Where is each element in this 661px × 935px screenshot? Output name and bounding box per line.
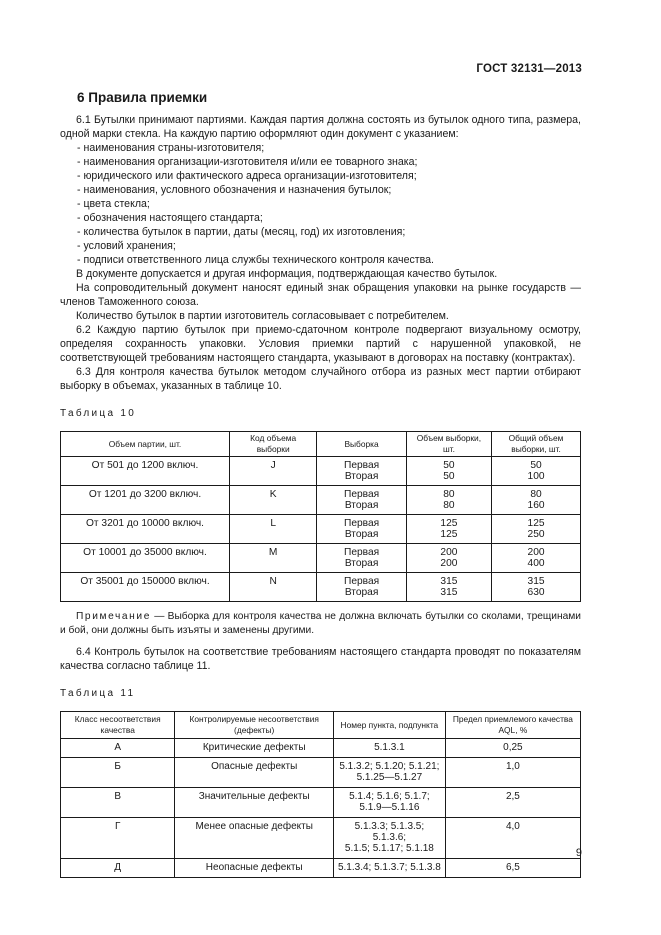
table-11 <box>60 711 581 878</box>
sample-code-cell: M <box>230 544 317 573</box>
total-size-cell: 125 250 <box>492 515 581 544</box>
class-cell: Г <box>61 818 175 859</box>
paragraph-6-3: 6.3 Для контроля качества бутылок методом случайного отбора из разных мест партии отбирают выборку в объемах, указанных в таблице 10. <box>60 366 581 392</box>
class-cell: А <box>61 739 175 758</box>
list-item: - наименования организации-изготовителя и/или ее товарного знака; <box>77 156 418 168</box>
defect-cell: Менее опасные дефекты <box>175 818 334 859</box>
lot-size-cell: От 1201 до 3200 включ. <box>61 486 230 515</box>
class-cell: Б <box>61 758 175 788</box>
sample-size-cell: 315 315 <box>406 573 491 602</box>
table-header-row <box>61 712 581 739</box>
defect-cell: Критические дефекты <box>175 739 334 758</box>
total-size-cell: 315 630 <box>492 573 581 602</box>
lot-size-cell: От 35001 до 150000 включ. <box>61 573 230 602</box>
note-label: Примечание <box>76 611 151 622</box>
total-size-cell: 50 100 <box>492 457 581 486</box>
clause-cell: 5.1.3.4; 5.1.3.7; 5.1.3.8 <box>333 859 445 878</box>
class-cell: В <box>61 788 175 818</box>
list-item: - наименования страны-изготовителя; <box>77 142 265 154</box>
sample-cell: Первая Вторая <box>317 515 406 544</box>
table-row <box>61 758 581 788</box>
column-header: Общий объем выборки, шт. <box>492 432 581 457</box>
sample-cell: Первая Вторая <box>317 486 406 515</box>
column-header: Объем выборки, шт. <box>406 432 491 457</box>
column-header: Класс несоответствия качества <box>61 712 175 739</box>
page-content <box>60 90 581 878</box>
defect-cell: Значительные дефекты <box>175 788 334 818</box>
clause-cell: 5.1.4; 5.1.6; 5.1.7; 5.1.9—5.1.16 <box>333 788 445 818</box>
table-header-row <box>61 432 581 457</box>
note-text: — Выборка для контроля качества не должна включать бутылки со сколами, трещинами и бой, они должны быть изъяты и заменены другими. <box>60 611 581 636</box>
aql-cell: 2,5 <box>445 788 580 818</box>
sample-size-cell: 125 125 <box>406 515 491 544</box>
total-size-cell: 80 160 <box>492 486 581 515</box>
paragraph: На сопроводительный документ наносят единый знак обращения упаковки на рынке государств — членов Таможенного союза. <box>60 282 581 308</box>
paragraph-6-2: 6.2 Каждую партию бутылок при приемо-сдаточном контроле подвергают визуальному осмотру, определяя сохранность упаковки. Условия приемки партий с нарушенной упаковкой, не соответствующей требованиям настоящего стандарта, указывают в договорах на поставку (контрактах). <box>60 324 581 364</box>
list-item: - цвета стекла; <box>77 198 150 210</box>
table-10-note <box>60 610 581 637</box>
sample-code-cell: K <box>230 486 317 515</box>
lot-size-cell: От 501 до 1200 включ. <box>61 457 230 486</box>
table-row <box>61 788 581 818</box>
defect-cell: Опасные дефекты <box>175 758 334 788</box>
clause-cell: 5.1.3.3; 5.1.3.5; 5.1.3.6; 5.1.5; 5.1.17; 5.1.18 <box>333 818 445 859</box>
sample-size-cell: 50 50 <box>406 457 491 486</box>
column-header: Выборка <box>317 432 406 457</box>
table-10 <box>60 431 581 602</box>
standard-designation: ГОСТ 32131—2013 <box>476 63 582 75</box>
page-number: 9 <box>575 847 582 859</box>
paragraph: В документе допускается и другая информация, подтверждающая качество бутылок. <box>76 268 498 280</box>
sample-cell: Первая Вторая <box>317 544 406 573</box>
sample-code-cell: L <box>230 515 317 544</box>
aql-cell: 4,0 <box>445 818 580 859</box>
lot-size-cell: От 3201 до 10000 включ. <box>61 515 230 544</box>
aql-cell: 1,0 <box>445 758 580 788</box>
sample-size-cell: 80 80 <box>406 486 491 515</box>
column-header: Объем партии, шт. <box>61 432 230 457</box>
table-11-caption: Таблица 11 <box>60 688 136 699</box>
column-header: Номер пункта, подпункта <box>333 712 445 739</box>
table-row <box>61 544 581 573</box>
lot-size-cell: От 10001 до 35000 включ. <box>61 544 230 573</box>
clause-cell: 5.1.3.1 <box>333 739 445 758</box>
sample-code-cell: N <box>230 573 317 602</box>
table-row <box>61 573 581 602</box>
list-item: - юридического или фактического адреса организации-изготовителя; <box>77 170 417 182</box>
column-header: Код объема выборки <box>230 432 317 457</box>
sample-code-cell: J <box>230 457 317 486</box>
table-row <box>61 457 581 486</box>
column-header: Контролируемые несоответствия (дефекты) <box>175 712 334 739</box>
list-item: - подписи ответственного лица службы технического контроля качества. <box>77 254 434 266</box>
total-size-cell: 200 400 <box>492 544 581 573</box>
class-cell: Д <box>61 859 175 878</box>
aql-cell: 6,5 <box>445 859 580 878</box>
aql-cell: 0,25 <box>445 739 580 758</box>
paragraph-6-1: 6.1 Бутылки принимают партиями. Каждая партия должна состоять из бутылок одного типа, размера, одной марки стекла. На каждую партию оформляют один документ с указанием: <box>60 114 581 140</box>
sample-cell: Первая Вторая <box>317 457 406 486</box>
table-row <box>61 818 581 859</box>
clause-cell: 5.1.3.2; 5.1.20; 5.1.21; 5.1.25—5.1.27 <box>333 758 445 788</box>
list-item: - обозначения настоящего стандарта; <box>77 212 263 224</box>
list-item: - количества бутылок в партии, даты (месяц, год) их изготовления; <box>77 226 406 238</box>
section-title: 6 Правила приемки <box>77 90 208 105</box>
sample-cell: Первая Вторая <box>317 573 406 602</box>
table-row <box>61 739 581 758</box>
table-10-caption: Таблица 10 <box>60 408 137 419</box>
list-item: - наименования, условного обозначения и назначения бутылок; <box>77 184 392 196</box>
table-row <box>61 515 581 544</box>
table-row <box>61 486 581 515</box>
column-header: Предел приемлемого качества AQL, % <box>445 712 580 739</box>
defect-cell: Неопасные дефекты <box>175 859 334 878</box>
paragraph: Количество бутылок в партии изготовитель согласовывает с потребителем. <box>76 310 449 322</box>
sample-size-cell: 200 200 <box>406 544 491 573</box>
paragraph-6-4: 6.4 Контроль бутылок на соответствие требованиям настоящего стандарта проводят по показателям качества согласно таблице 11. <box>60 646 581 672</box>
list-item: - условий хранения; <box>77 240 176 252</box>
table-row <box>61 859 581 878</box>
